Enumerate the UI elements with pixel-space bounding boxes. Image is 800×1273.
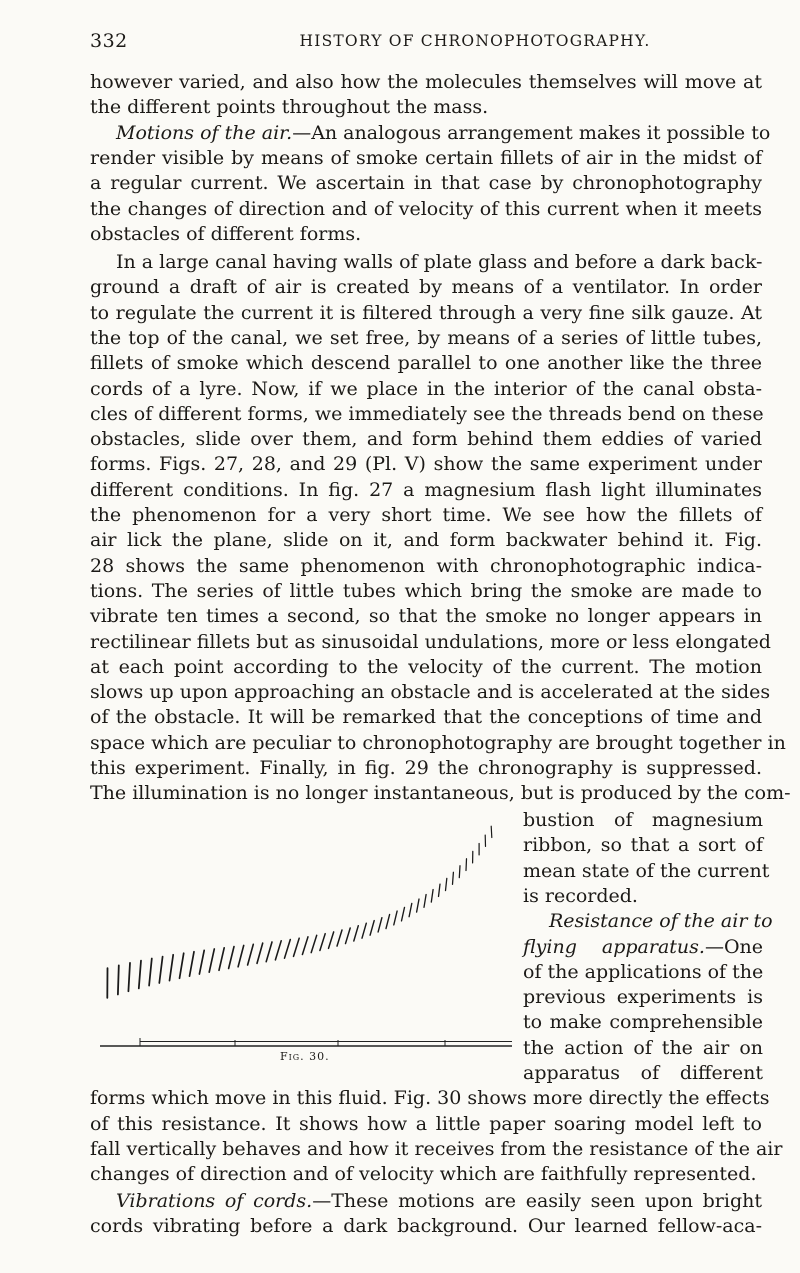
text-line: mean state of the current bbox=[523, 859, 770, 882]
trajectory-stroke bbox=[402, 907, 405, 921]
trajectory-stroke bbox=[491, 826, 492, 837]
section-heading: Motions of the air. bbox=[116, 121, 293, 144]
trajectory-stroke bbox=[378, 918, 382, 932]
trajectory-stroke bbox=[139, 961, 141, 989]
text-line: vibrate ten times a second, so that the smoke no longer appears in bbox=[90, 605, 762, 628]
trajectory-stroke bbox=[417, 899, 419, 912]
text-line: the top of the canal, we set free, by means of a series of little tubes, bbox=[90, 326, 762, 349]
trajectory-stroke bbox=[180, 953, 184, 978]
text-line: render visible by means of smoke certain fillets of air in the midst of bbox=[90, 146, 762, 169]
text-line: cords vibrating before a dark background. Our learned fellow-aca- bbox=[90, 1214, 762, 1237]
text-line: obstacles, slide over them, and form behind them eddies of varied bbox=[90, 428, 762, 451]
text-line: obstacles of different forms. bbox=[90, 222, 362, 245]
text-line: ribbon, so that a sort of bbox=[523, 834, 763, 857]
trajectory-stroke bbox=[257, 943, 263, 963]
text-line: tions. The series of little tubes which bring the smoke are made to bbox=[90, 579, 762, 602]
text-line: fillets of smoke which descend parallel to one another like the three bbox=[90, 352, 762, 375]
trajectory-stroke bbox=[320, 934, 325, 951]
text-run: —An analogous arrangement makes it possible to bbox=[292, 121, 771, 144]
trajectory-stroke bbox=[285, 940, 291, 959]
text-line: previous experiments is bbox=[523, 986, 763, 1009]
trajectory-stroke bbox=[370, 921, 374, 936]
trajectory-stroke bbox=[337, 930, 342, 946]
text-line: ground a draft of air is created by means of a ventilator. In order bbox=[90, 276, 762, 299]
trajectory-stroke bbox=[439, 884, 441, 896]
trajectory-stroke bbox=[409, 903, 412, 916]
trajectory-stroke bbox=[170, 955, 174, 981]
section-heading: Resistance of the air to bbox=[549, 910, 773, 933]
text-line: the changes of direction and of velocity of this current when it meets bbox=[90, 197, 762, 220]
text-line: forms which move in this fluid. Fig. 30 shows more directly the effects bbox=[90, 1087, 770, 1110]
trajectory-stroke bbox=[275, 941, 281, 960]
running-head: HISTORY OF CHRONOPHOTOGRAPHY. bbox=[299, 32, 651, 50]
text-line: the different points throughout the mass. bbox=[90, 96, 489, 119]
text-line: the phenomenon for a very short time. We see how the fillets of bbox=[90, 504, 762, 526]
text-line: to regulate the current it is filtered through a very fine silk gauze. At bbox=[90, 301, 762, 324]
text-line: is recorded. bbox=[523, 884, 638, 907]
trajectory-stroke bbox=[362, 923, 366, 938]
text-line: however varied, and also how the molecules themselves will move at bbox=[90, 71, 762, 93]
text-line: this experiment. Finally, in fig. 29 the chronography is suppressed. bbox=[90, 757, 762, 779]
section-heading: flying apparatus. bbox=[523, 935, 705, 958]
trajectory-stroke bbox=[238, 945, 244, 966]
text-line: rectilinear fillets but as sinusoidal undulations, more or less elongated bbox=[90, 630, 771, 653]
text-line: cles of different forms, we immediately see the threads bend on these bbox=[90, 402, 764, 425]
trajectory-stroke bbox=[219, 948, 224, 971]
text-line: bustion of magnesium bbox=[523, 809, 763, 831]
text-line: of the obstacle. It will be remarked that the conceptions of time and bbox=[90, 706, 762, 729]
text-line bbox=[116, 1189, 762, 1214]
text-line: space which are peculiar to chronophotography are brought together in bbox=[90, 731, 786, 754]
text-line: of this resistance. It shows how a little paper soaring model left to bbox=[90, 1112, 762, 1135]
figure-caption: Fig. 30. bbox=[280, 1050, 330, 1063]
section-heading: Vibrations of cords. bbox=[116, 1189, 313, 1212]
trajectory-stroke bbox=[459, 866, 460, 878]
text-line: air lick the plane, slide on it, and form backwater behind it. Fig. bbox=[90, 529, 762, 552]
trajectory-stroke bbox=[453, 872, 454, 884]
trajectory-stroke bbox=[248, 944, 254, 965]
trajectory-stroke bbox=[394, 911, 397, 925]
trajectory-stroke bbox=[346, 928, 351, 944]
text-line: to make comprehensible bbox=[523, 1011, 763, 1034]
text-line: fall vertically behaves and how it receives from the resistance of the air bbox=[90, 1137, 783, 1160]
text-line: changes of direction and of velocity which are faithfully represented. bbox=[90, 1163, 757, 1186]
trajectory-stroke bbox=[199, 950, 204, 974]
trajectory-stroke bbox=[294, 938, 300, 956]
trajectory-stroke bbox=[118, 965, 119, 994]
text-line: the action of the air on bbox=[523, 1036, 763, 1059]
trajectory-stroke bbox=[354, 926, 359, 941]
text-line: forms. Figs. 27, 28, and 29 (Pl. V) show the same experiment under bbox=[90, 453, 762, 476]
trajectory-stroke bbox=[466, 859, 467, 871]
trajectory-stroke bbox=[311, 935, 317, 952]
trajectory-stroke bbox=[159, 957, 162, 983]
text-line bbox=[116, 121, 771, 146]
trajectory-stroke bbox=[149, 959, 152, 986]
page-header bbox=[90, 26, 762, 56]
trajectory-stroke bbox=[302, 937, 308, 955]
page-number: 332 bbox=[90, 30, 128, 52]
trajectory-stroke bbox=[128, 963, 130, 991]
text-line: a regular current. We ascertain in that case by chronophotography bbox=[90, 172, 762, 195]
text-line: apparatus of different bbox=[523, 1062, 763, 1084]
text-line: slows up upon approaching an obstacle and is accelerated at the sides bbox=[90, 681, 771, 704]
text-line: at each point according to the velocity of the current. The motion bbox=[90, 655, 762, 678]
figure-30 bbox=[100, 822, 518, 1072]
text-line bbox=[549, 909, 773, 934]
trajectory-stroke bbox=[329, 932, 334, 949]
trajectory-stroke bbox=[229, 947, 234, 969]
text-line: different conditions. In fig. 27 a magnesium flash light illuminates bbox=[90, 478, 762, 501]
trajectory-stroke bbox=[424, 895, 426, 908]
text-line: In a large canal having walls of plate glass and before a dark back- bbox=[116, 251, 763, 273]
trajectory-stroke bbox=[431, 890, 433, 903]
trajectory-stroke bbox=[190, 952, 195, 977]
text-line: 28 shows the same phenomenon with chronophotographic indica- bbox=[90, 554, 762, 577]
text-line bbox=[523, 935, 763, 960]
trajectory-stroke bbox=[266, 942, 272, 962]
trajectory-stroke bbox=[446, 878, 447, 890]
text-line: of the applications of the bbox=[523, 960, 764, 983]
trajectory-stroke bbox=[386, 915, 390, 929]
text-run: —These motions are easily seen upon bright bbox=[312, 1189, 762, 1212]
chronophotograph-trajectory-icon bbox=[100, 822, 518, 1072]
trajectory-stroke bbox=[209, 949, 214, 972]
text-line: cords of a lyre. Now, if we place in the interior of the canal obsta- bbox=[90, 377, 762, 400]
text-run: —One bbox=[704, 935, 763, 958]
text-line: The illumination is no longer instantaneous, but is produced by the com- bbox=[90, 782, 791, 805]
